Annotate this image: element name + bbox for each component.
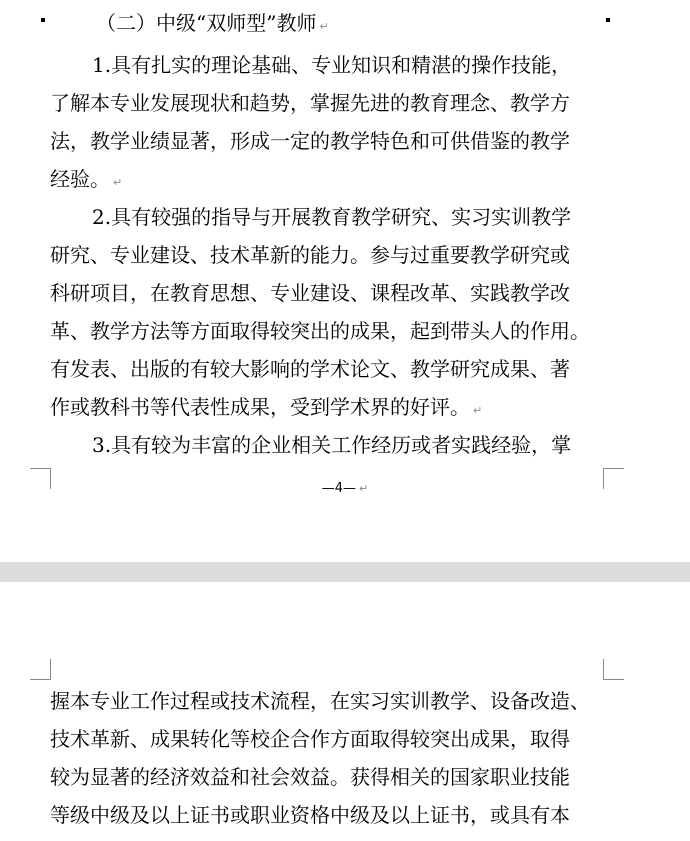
paragraph-line[interactable]: 握本专业工作过程或技术流程，在实习实训教学、设备改造、 [50, 689, 590, 713]
text-boundary-marker [41, 18, 45, 22]
paragraph-line[interactable]: 了解本专业发展现状和趋势，掌握先进的教育理念、教学方 [50, 91, 570, 115]
paragraph-line[interactable]: 有发表、出版的有较大影响的学术论文、教学研究成果、著 [50, 357, 570, 381]
paragraph-line[interactable]: 经验。 ↵ [50, 167, 123, 191]
paragraph-line[interactable]: 等级中级及以上证书或职业资格中级及以上证书，或具有本 [50, 803, 570, 827]
paragraph-line[interactable]: 法，教学业绩显著，形成一定的教学特色和可供借鉴的教学 [50, 129, 570, 153]
paragraph-line[interactable]: 1.具有扎实的理论基础、专业知识和精湛的操作技能， [92, 53, 572, 77]
paragraph-line[interactable]: 革、教学方法等方面取得较突出的成果，起到带头人的作用。 [50, 319, 590, 343]
paragraph-line[interactable]: 研究、专业建设、技术革新的能力。参与过重要教学研究或 [50, 243, 570, 267]
paragraph-line[interactable]: 较为显著的经济效益和社会效益。获得相关的国家职业技能 [50, 765, 570, 789]
section-heading[interactable]: （二）中级“双师型”教师 ↵ [96, 11, 329, 35]
margin-corner-mark [30, 659, 51, 680]
paragraph-line[interactable]: 科研项目，在教育思想、专业建设、课程改革、实践教学改 [50, 281, 570, 305]
paragraph-line[interactable]: 技术革新、成果转化等校企合作方面取得较突出成果，取得 [50, 727, 570, 751]
margin-corner-mark [603, 659, 624, 680]
paragraph-line[interactable]: 2.具有较强的指导与开展教育教学研究、实习实训教学 [92, 205, 572, 229]
page-number: —4— ↵ [321, 481, 369, 496]
document-page-5 [0, 582, 690, 841]
page-separator [0, 562, 690, 582]
text-boundary-marker [606, 18, 610, 22]
paragraph-line[interactable]: 3.具有较为丰富的企业相关工作经历或者实践经验，掌 [92, 433, 572, 457]
paragraph-line[interactable]: 作或教科书等代表性成果，受到学术界的好评。 ↵ [50, 395, 483, 419]
